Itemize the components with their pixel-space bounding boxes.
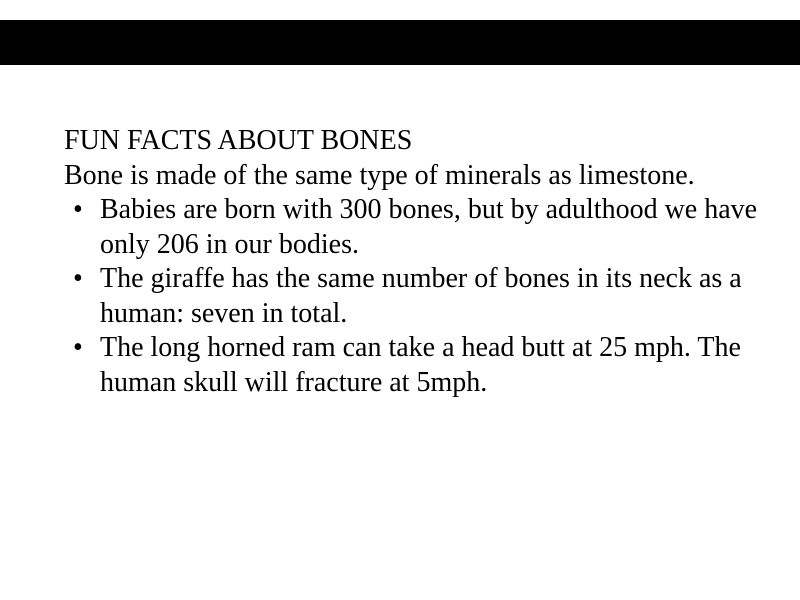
fact-list bbox=[64, 193, 764, 400]
fact-text: The giraffe has the same number of bones in its neck as a human: seven in total. bbox=[100, 263, 742, 329]
fact-text: The long horned ram can take a head butt at 25 mph. The human skull will fracture at 5mph. bbox=[100, 332, 741, 398]
fact-item bbox=[64, 262, 764, 331]
slide-content bbox=[64, 124, 764, 400]
intro-text: Bone is made of the same type of minerals as limestone. bbox=[64, 159, 695, 191]
header-bar bbox=[0, 20, 800, 65]
fact-text: Babies are born with 300 bones, but by adulthood we have only 206 in our bodies. bbox=[100, 194, 758, 260]
bullet-icon: • bbox=[73, 263, 83, 294]
slide-title: FUN FACTS ABOUT BONES bbox=[64, 125, 413, 156]
bullet-icon: • bbox=[73, 194, 83, 225]
fact-item bbox=[64, 193, 764, 262]
bullet-icon: • bbox=[73, 332, 83, 363]
fact-item bbox=[64, 331, 764, 400]
